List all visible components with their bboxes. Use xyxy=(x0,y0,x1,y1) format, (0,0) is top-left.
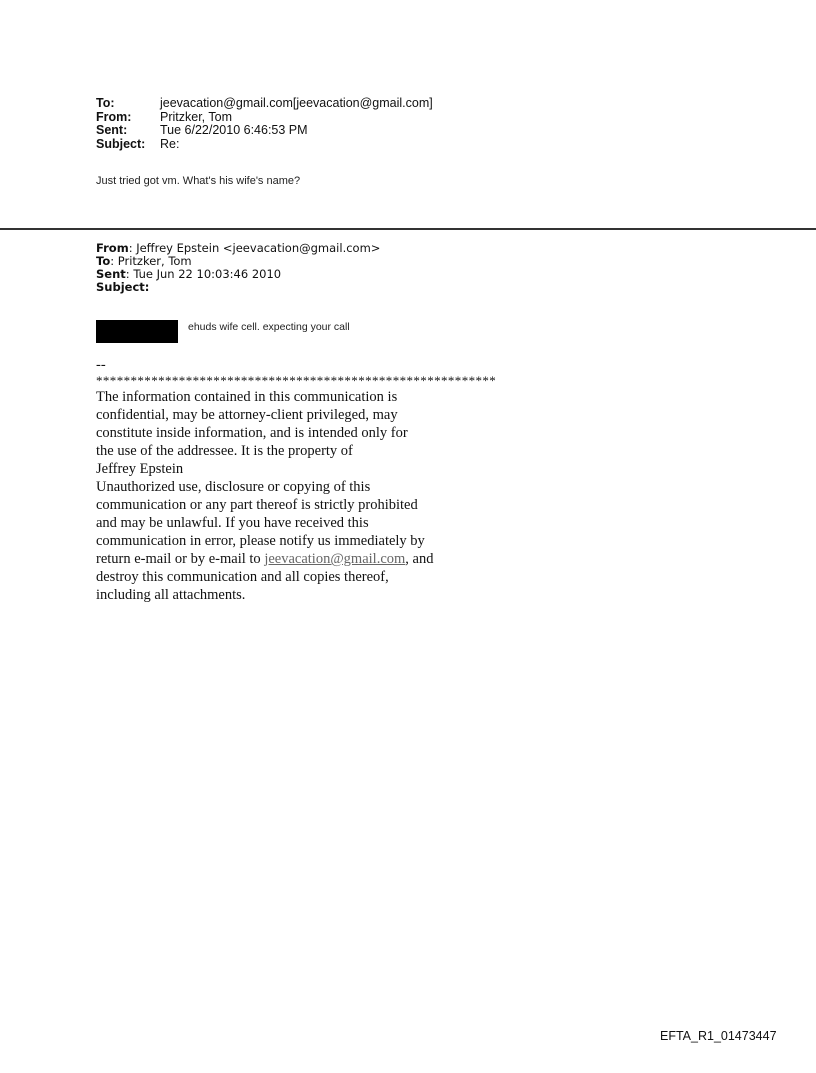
original-sent-row: Sent: Tue Jun 22 10:03:46 2010 xyxy=(96,267,282,281)
disclaimer-line: Unauthorized use, disclosure or copying of this xyxy=(96,479,371,495)
disclaimer-line: The information contained in this communication is xyxy=(96,389,398,405)
reply-body: Just tried got vm. What's his wife's name? xyxy=(96,175,301,187)
original-from-value: Jeffrey Epstein <jeevacation@gmail.com> xyxy=(136,241,381,255)
sent-label: Sent: xyxy=(96,123,128,137)
disclaimer-line: communication in error, please notify us immediately by xyxy=(96,533,425,549)
email-link[interactable]: jeevacation@gmail.com xyxy=(264,551,406,567)
disclaimer-line: and may be unlawful. If you have received this xyxy=(96,515,369,531)
original-from-label: From xyxy=(96,241,129,255)
disclaimer-line: Jeffrey Epstein xyxy=(96,461,184,477)
to-label: To: xyxy=(96,96,115,110)
original-header xyxy=(96,242,380,294)
reply-subject-row xyxy=(96,138,433,152)
to-value: jeevacation@gmail.com[jeevacation@gmail.com] xyxy=(160,96,433,110)
reply-header xyxy=(96,97,433,151)
original-to-row: To: Pritzker, Tom xyxy=(96,254,192,268)
signature-block xyxy=(96,356,496,604)
subject-label: Subject: xyxy=(96,136,146,151)
disclaimer-line: confidential, may be attorney-client privileged, may xyxy=(96,407,398,423)
reply-to-row xyxy=(96,97,433,111)
original-to-label: To xyxy=(96,254,111,268)
from-label: From: xyxy=(96,109,132,124)
signature-stars: ********************************************************** xyxy=(96,373,497,388)
original-body: ehuds wife cell. expecting your call xyxy=(188,321,350,333)
disclaimer-email-suffix: , and xyxy=(405,551,434,567)
subject-value: Re: xyxy=(160,136,180,151)
redaction-block xyxy=(96,320,178,343)
original-sent-label: Sent xyxy=(96,267,126,281)
message-divider xyxy=(0,228,816,230)
reply-from-row xyxy=(96,111,433,125)
original-subject-row: Subject: xyxy=(96,280,150,294)
disclaimer-email-prefix: return e-mail or by e-mail to xyxy=(96,551,265,567)
reply-sent-row xyxy=(96,124,433,138)
original-to-value: Pritzker, Tom xyxy=(117,254,192,268)
from-value: Pritzker, Tom xyxy=(160,109,233,124)
document-id: EFTA_R1_01473447 xyxy=(660,1029,777,1043)
original-subject-label: Subject xyxy=(96,280,145,294)
disclaimer-line: communication or any part thereof is strictly prohibited xyxy=(96,497,418,513)
disclaimer-line: destroy this communication and all copies thereof, xyxy=(96,569,389,585)
disclaimer-line-email xyxy=(96,550,496,568)
original-from-row: From: Jeffrey Epstein <jeevacation@gmail.com> xyxy=(96,241,381,255)
disclaimer-line: the use of the addressee. It is the property of xyxy=(96,443,353,459)
original-sent-value: Tue Jun 22 10:03:46 2010 xyxy=(133,267,282,281)
sent-value: Tue 6/22/2010 6:46:53 PM xyxy=(160,123,308,137)
disclaimer-line: constitute inside information, and is intended only for xyxy=(96,425,408,441)
disclaimer-line: including all attachments. xyxy=(96,587,246,603)
signature-dashes: -- xyxy=(96,357,106,373)
